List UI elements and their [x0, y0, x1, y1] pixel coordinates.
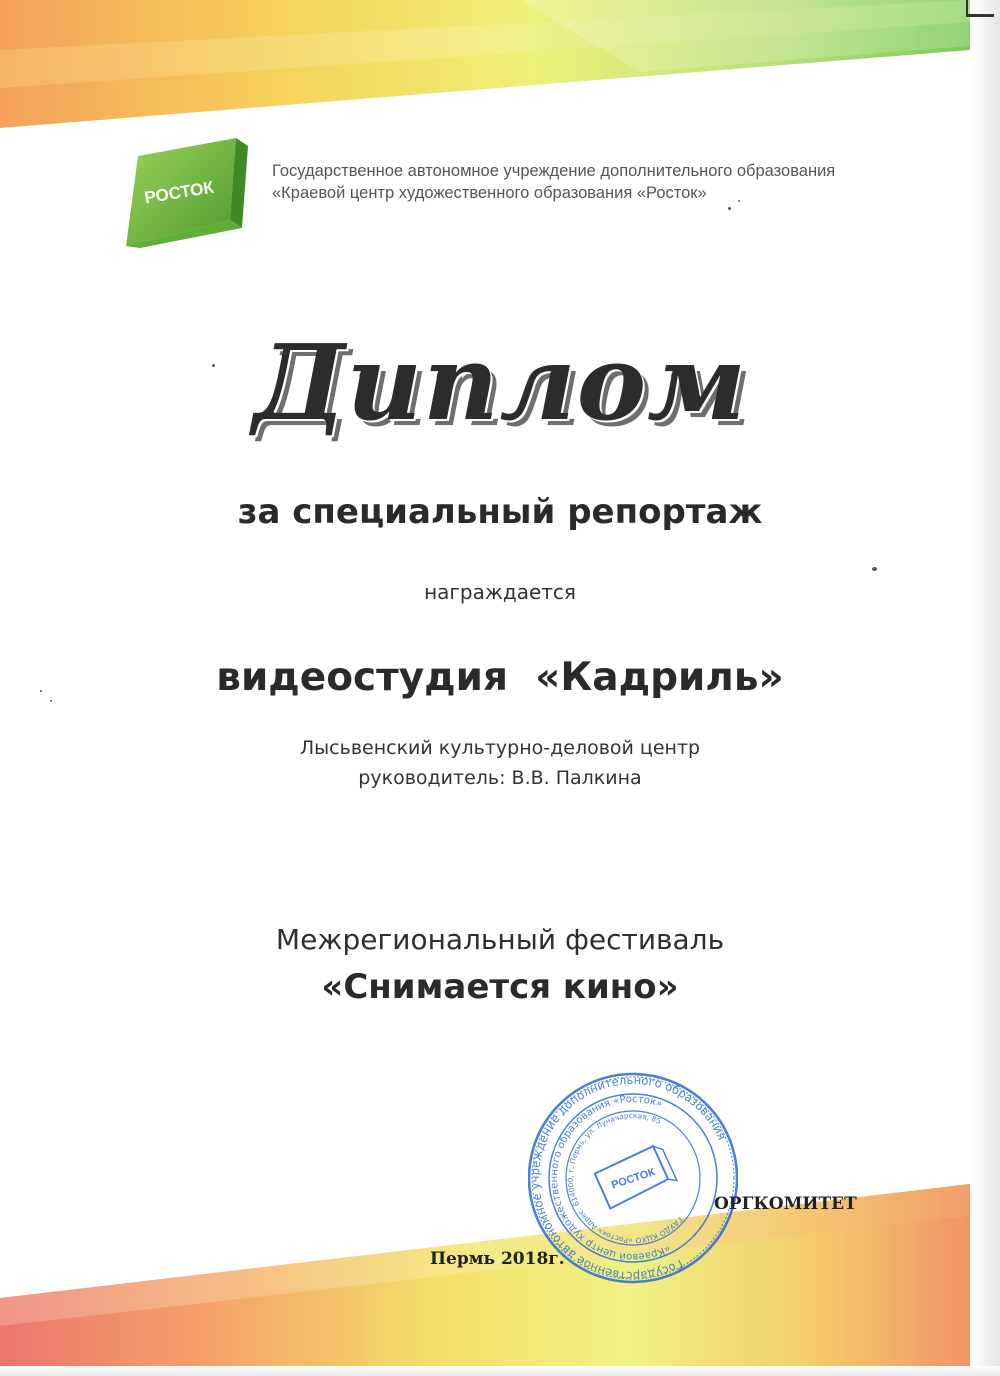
stamp-address-text: ГАУДО КЦХО «Росток» Адрес: 614000, г. Пермь, ул. Луначарская, 85: [565, 1110, 685, 1246]
festival-name: «Снимается кино»: [321, 967, 679, 1007]
stamp-inner-text: «Краевой центр художественного образования «Росток»: [548, 1093, 673, 1263]
recipient-details: [0, 733, 1000, 793]
scan-speck: [872, 567, 877, 571]
org-line-2: «Краевой центр художественного образования «Росток»: [272, 184, 707, 202]
org-line-1: Государственное автономное учреждение дополнительного образования: [272, 162, 836, 180]
organization-header: [272, 160, 872, 204]
city-and-year: Пермь 2018г.: [430, 1249, 565, 1269]
festival-type: Межрегиональный фестиваль: [275, 923, 725, 956]
scan-edge-bottom: [0, 1366, 1000, 1376]
recipient-name: видеостудия «Кадриль»: [216, 655, 784, 700]
scan-corner-mark: [966, 0, 994, 17]
awarded-label: награждается: [424, 580, 576, 604]
award-nomination: за специальный репортаж: [237, 492, 763, 532]
stamp-center-text: РОСТОК: [609, 1166, 657, 1192]
rostok-logo: [118, 138, 248, 248]
top-decorative-ribbon: [0, 0, 970, 140]
scan-speck: [50, 700, 52, 702]
recipient-leader: руководитель: В.В. Палкина: [358, 767, 642, 789]
diploma-title: Диплом: [252, 321, 748, 444]
scan-speck: [728, 207, 731, 210]
stamp-outer-text: Государственное автономное учреждение дополнительного образования: [528, 1072, 730, 1284]
scan-speck: [212, 364, 215, 367]
recipient-organization: Лысьвенский культурно-деловой центр: [299, 737, 701, 759]
scan-speck: [738, 200, 740, 202]
scan-speck: [40, 690, 42, 692]
logo-text: РОСТОК: [143, 177, 216, 208]
organizing-committee: ОРГКОМИТЕТ: [714, 1194, 857, 1214]
